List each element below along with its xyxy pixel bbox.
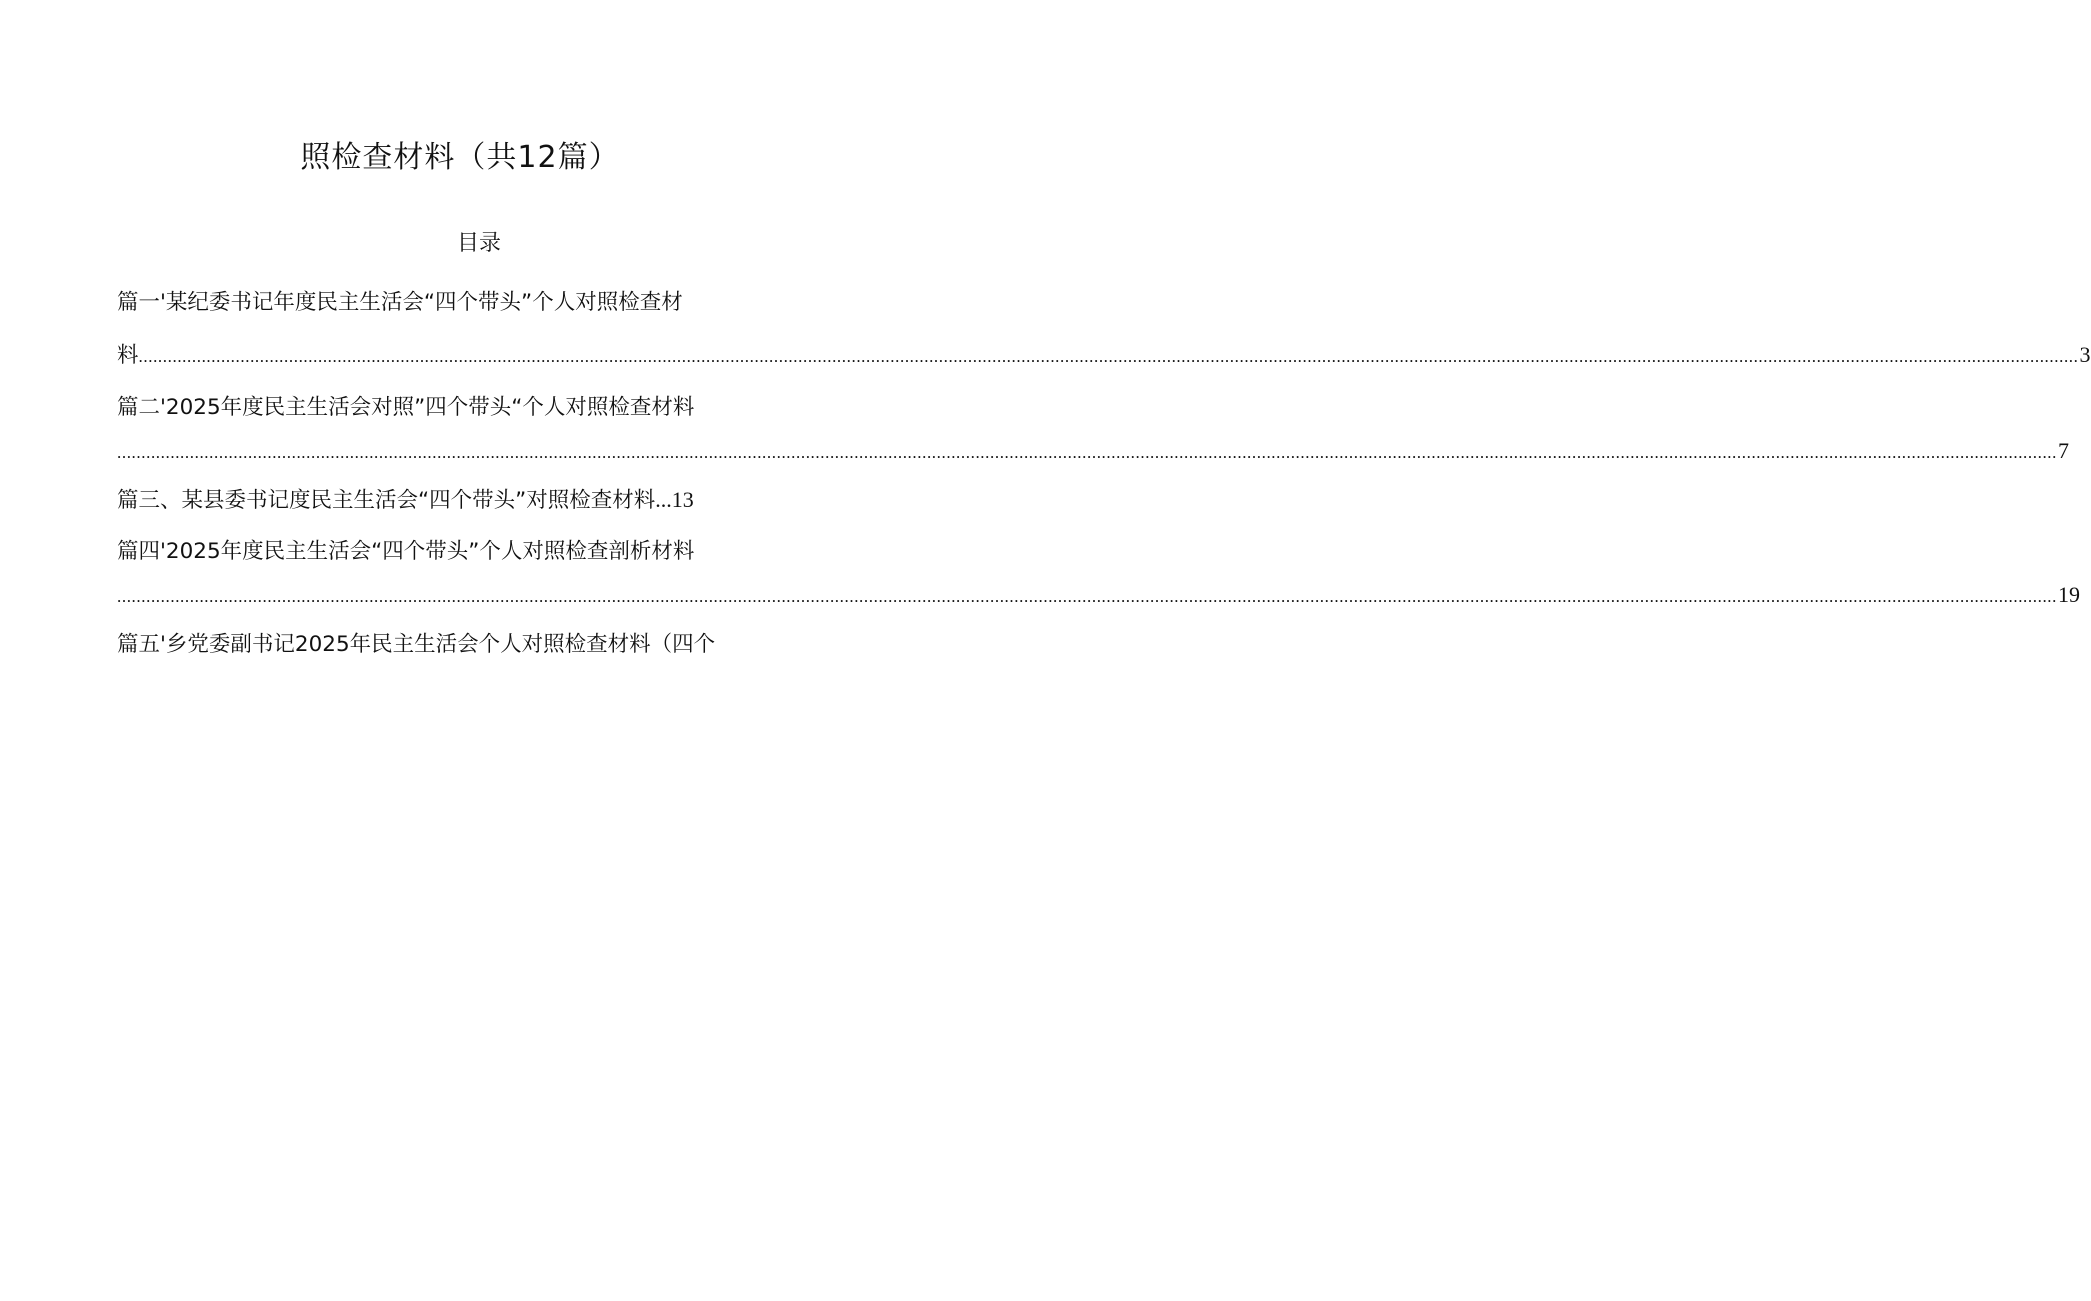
toc-entry-5-text: 篇五'乡党委副书记2025年民主生活会个人对照检查材料（四个 (117, 632, 716, 657)
dot-leader: ................................................................................................................................................................................................................................................................................................................................................................................................................ (138, 347, 2079, 366)
toc-entry-1-text-cont: 料 (117, 343, 139, 368)
toc-entry-2-text: 篇二'2025年度民主生活会对照”四个带头“个人对照检查材料 (117, 395, 695, 420)
document-title: 照检查材料（共12篇） (300, 140, 620, 175)
toc-entry-3-leader: ... (655, 487, 672, 512)
toc-entry-1-line-2[interactable] (117, 338, 2091, 372)
toc-entry-3-text: 篇三、某县委书记度民主生活会“四个带头”对照检查材料 (117, 488, 656, 513)
toc-entry-4-line-1[interactable] (117, 535, 817, 569)
toc-entry-4-page: 19 (2058, 582, 2080, 607)
dot-leader: ................................................................................................................................................................................................................................................................................................................................................................................................................ (117, 443, 2057, 462)
toc-entry-1-page: 3 (2079, 342, 2091, 367)
toc-entry-1-text: 篇一'某纪委书记年度民主生活会“四个带头”个人对照检查材 (117, 290, 683, 315)
toc-entry-4-text: 篇四'2025年度民主生活会“四个带头”个人对照检查剖析材料 (117, 539, 695, 564)
toc-entry-1-line-1[interactable] (117, 286, 817, 320)
toc-entry-2-page: 7 (2058, 438, 2069, 463)
toc-entry-3-page: 13 (671, 487, 694, 512)
toc-entry-2-line-1[interactable] (117, 391, 817, 425)
toc-entry-5-line-1[interactable] (117, 628, 817, 662)
toc-entry-2-line-2[interactable] (117, 434, 2069, 468)
dot-leader: ................................................................................................................................................................................................................................................................................................................................................................................................................ (117, 587, 2057, 606)
toc-heading: 目录 (456, 231, 501, 256)
toc-entry-3[interactable] (117, 483, 817, 517)
toc-entry-4-line-2[interactable] (117, 578, 2080, 612)
